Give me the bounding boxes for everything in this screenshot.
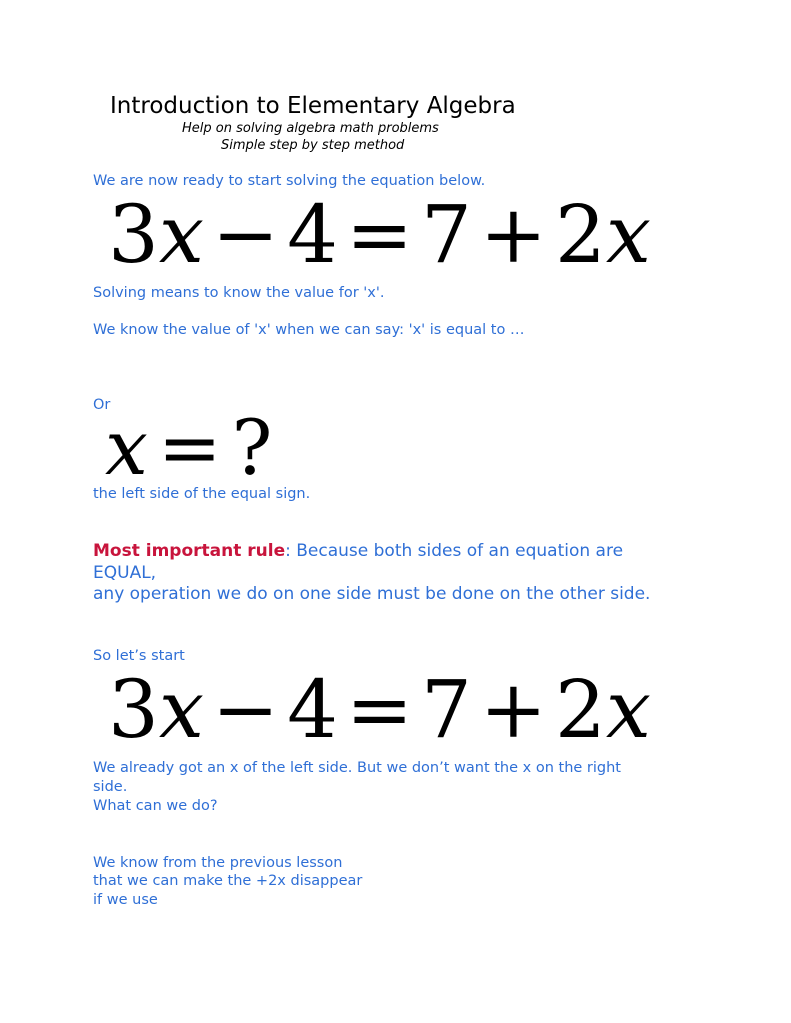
left-side-text: the left side of the equal sign. <box>93 486 311 502</box>
eq1-const-4: 4 <box>287 188 338 281</box>
equation-1 <box>108 188 651 281</box>
rule-label: Most important rule <box>93 541 286 561</box>
already-text-2: side. <box>93 779 128 795</box>
or-text: Or <box>93 397 111 413</box>
eq1-equals: = <box>345 188 413 281</box>
previous-text-2: that we can make the +2x disappear <box>93 873 363 889</box>
page-subtitle-1: Help on solving algebra math problems <box>182 121 439 136</box>
rule-text-3: any operation we do on one side must be done on the other side. <box>93 584 651 604</box>
page-title: Introduction to Elementary Algebra <box>110 93 516 119</box>
eq2-minus: − <box>212 663 280 756</box>
goal-var-x: x <box>105 403 148 492</box>
rule-text-2: EQUAL, <box>93 562 157 583</box>
equation-2 <box>108 663 651 756</box>
solving-means-text: Solving means to know the value for 'x'. <box>93 285 385 301</box>
equation-goal <box>105 403 273 492</box>
intro-text: We are now ready to start solving the equation below. <box>93 173 486 189</box>
eq1-var-x-right: x <box>605 188 651 281</box>
eq2-plus: + <box>479 663 547 756</box>
eq2-const-4: 4 <box>287 663 338 756</box>
previous-text-3: if we use <box>93 892 158 908</box>
goal-question: ? <box>231 403 273 492</box>
page-subtitle-2: Simple step by step method <box>221 138 405 153</box>
eq1-coef-2: 2 <box>554 188 606 281</box>
eq1-plus: + <box>479 188 547 281</box>
goal-equals: = <box>157 403 222 492</box>
previous-text-1: We know from the previous lesson <box>93 855 343 871</box>
already-text-1: We already got an x of the left side. But we don’t want the x on the right <box>93 760 621 776</box>
important-rule <box>93 541 693 606</box>
eq2-coef-2: 2 <box>554 663 606 756</box>
eq1-coef-3: 3 <box>108 188 159 281</box>
we-know-text: We know the value of 'x' when we can say: 'x' is equal to … <box>93 322 525 338</box>
eq2-var-x: x <box>158 663 205 756</box>
eq1-const-7: 7 <box>421 188 472 281</box>
eq2-const-7: 7 <box>421 663 472 756</box>
eq2-var-x-right: x <box>605 663 651 756</box>
eq2-equals: = <box>345 663 413 756</box>
eq1-minus: − <box>212 188 280 281</box>
eq2-coef-3: 3 <box>108 663 159 756</box>
eq1-var-x: x <box>158 188 205 281</box>
already-text-3: What can we do? <box>93 798 218 814</box>
rule-text-1: : Because both sides of an equation are <box>285 541 624 561</box>
start-text: So let’s start <box>93 648 185 664</box>
